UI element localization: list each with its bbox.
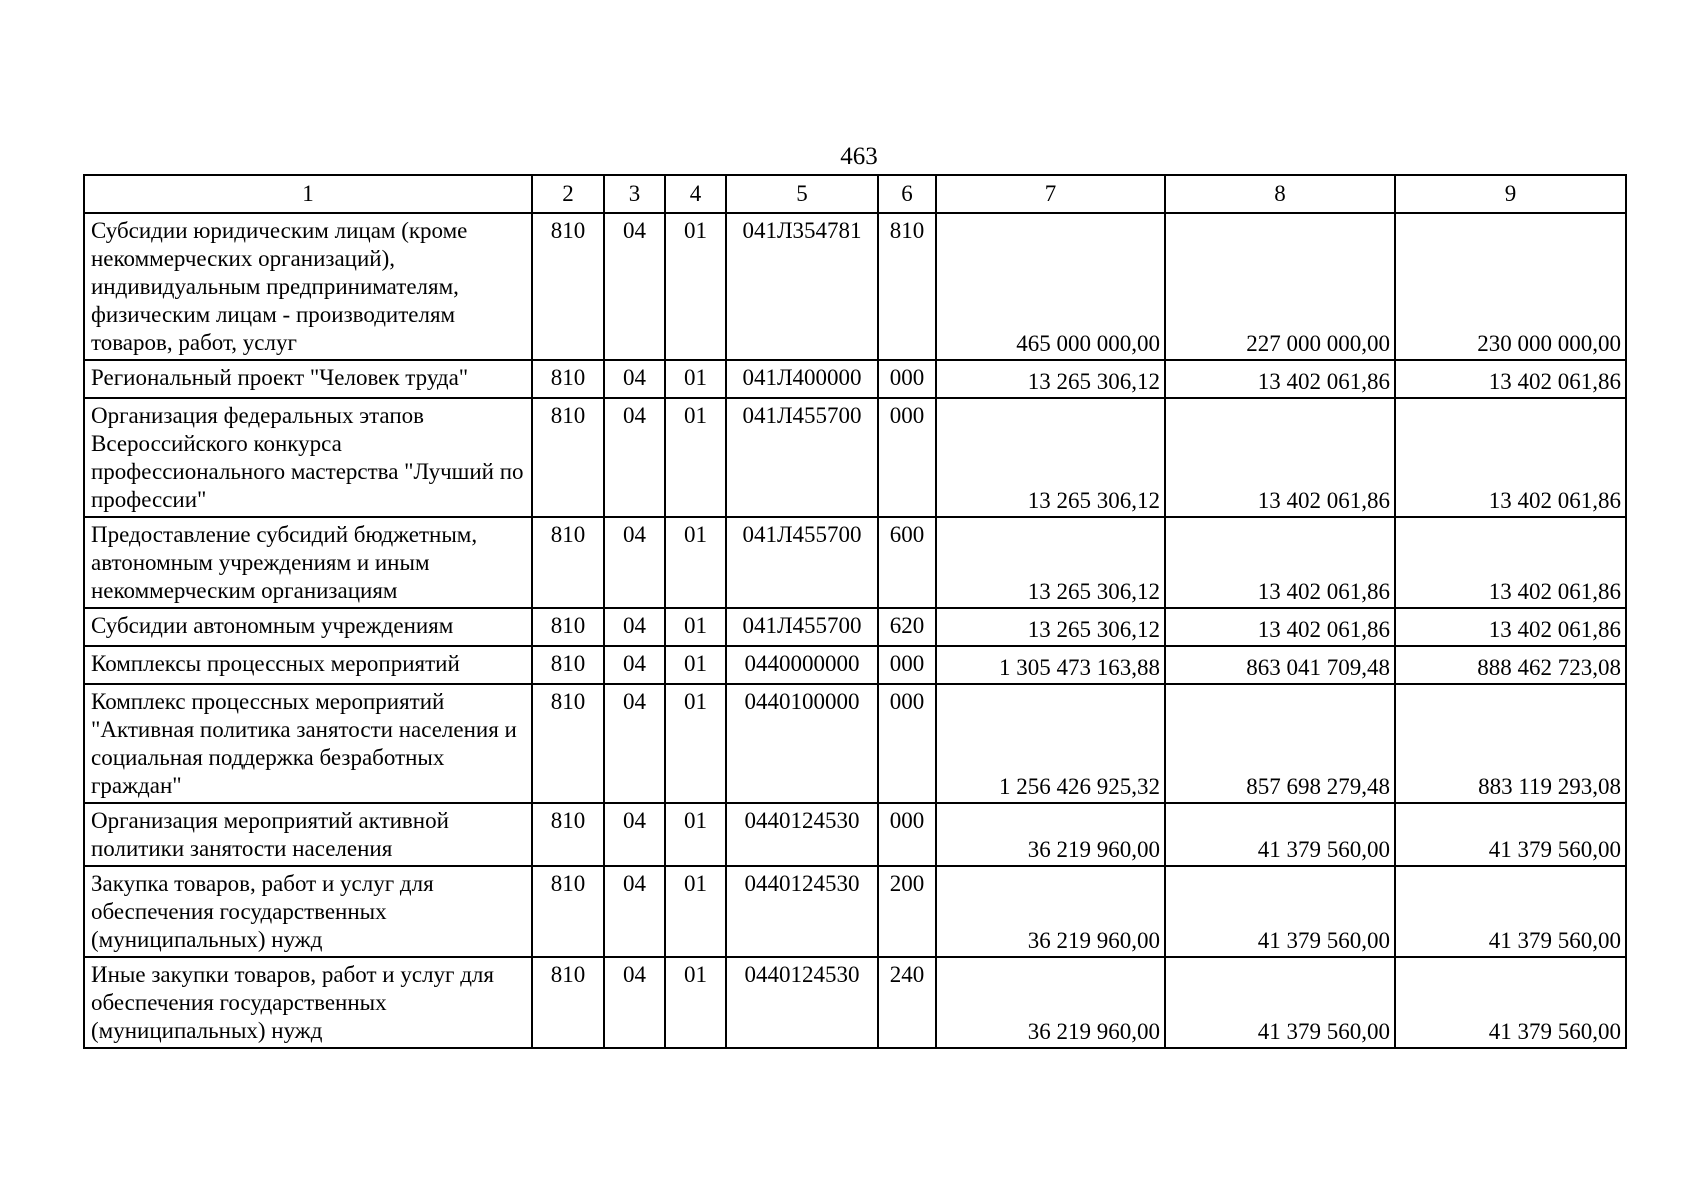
cell-col8: 863 041 709,48 <box>1165 646 1395 684</box>
cell-col5: 041Л400000 <box>726 360 878 398</box>
cell-col6: 810 <box>878 213 936 360</box>
row-name: Комплекс процессных мероприятий "Активная политика занятости населения и социальная поддержка безработных граждан" <box>84 684 532 803</box>
cell-col5: 0440124530 <box>726 866 878 957</box>
table-row <box>84 957 1626 1048</box>
cell-col3: 04 <box>604 957 665 1048</box>
table-row <box>84 213 1626 360</box>
row-name: Субсидии юридическим лицам (кроме некоммерческих организаций), индивидуальным предпринимателям, физическим лицам - производителям товаров, работ, услуг <box>84 213 532 360</box>
cell-col5: 0440100000 <box>726 684 878 803</box>
cell-col9: 13 402 061,86 <box>1395 398 1626 517</box>
table-row <box>84 608 1626 646</box>
cell-col3: 04 <box>604 517 665 608</box>
cell-col6: 200 <box>878 866 936 957</box>
cell-col5: 041Л354781 <box>726 213 878 360</box>
cell-col2: 810 <box>532 803 604 866</box>
cell-col6: 240 <box>878 957 936 1048</box>
cell-col6: 000 <box>878 684 936 803</box>
cell-col7: 13 265 306,12 <box>936 360 1165 398</box>
cell-col4: 01 <box>665 803 726 866</box>
cell-col6: 620 <box>878 608 936 646</box>
row-name: Закупка товаров, работ и услуг для обеспечения государственных (муниципальных) нужд <box>84 866 532 957</box>
table-row <box>84 360 1626 398</box>
cell-col4: 01 <box>665 213 726 360</box>
cell-col7: 465 000 000,00 <box>936 213 1165 360</box>
cell-col2: 810 <box>532 646 604 684</box>
cell-col8: 13 402 061,86 <box>1165 360 1395 398</box>
cell-col2: 810 <box>532 866 604 957</box>
cell-col4: 01 <box>665 360 726 398</box>
row-name: Региональный проект "Человек труда" <box>84 360 532 398</box>
cell-col3: 04 <box>604 360 665 398</box>
cell-col5: 0440000000 <box>726 646 878 684</box>
cell-col2: 810 <box>532 517 604 608</box>
cell-col7: 1 256 426 925,32 <box>936 684 1165 803</box>
row-name: Иные закупки товаров, работ и услуг для обеспечения государственных (муниципальных) нужд <box>84 957 532 1048</box>
cell-col4: 01 <box>665 866 726 957</box>
cell-col7: 36 219 960,00 <box>936 957 1165 1048</box>
column-header: 8 <box>1165 175 1395 213</box>
cell-col7: 36 219 960,00 <box>936 803 1165 866</box>
cell-col5: 041Л455700 <box>726 517 878 608</box>
cell-col5: 0440124530 <box>726 957 878 1048</box>
cell-col2: 810 <box>532 360 604 398</box>
cell-col8: 857 698 279,48 <box>1165 684 1395 803</box>
cell-col9: 13 402 061,86 <box>1395 517 1626 608</box>
row-name: Организация федеральных этапов Всероссийского конкурса профессионального мастерства "Лучший по профессии" <box>84 398 532 517</box>
cell-col7: 13 265 306,12 <box>936 517 1165 608</box>
cell-col9: 41 379 560,00 <box>1395 866 1626 957</box>
cell-col8: 227 000 000,00 <box>1165 213 1395 360</box>
cell-col3: 04 <box>604 803 665 866</box>
cell-col9: 230 000 000,00 <box>1395 213 1626 360</box>
row-name: Организация мероприятий активной политики занятости населения <box>84 803 532 866</box>
column-header: 2 <box>532 175 604 213</box>
cell-col8: 13 402 061,86 <box>1165 517 1395 608</box>
table-row <box>84 517 1626 608</box>
table-row <box>84 684 1626 803</box>
cell-col7: 1 305 473 163,88 <box>936 646 1165 684</box>
cell-col7: 36 219 960,00 <box>936 866 1165 957</box>
table-row <box>84 646 1626 684</box>
budget-table <box>83 174 1627 1049</box>
cell-col2: 810 <box>532 213 604 360</box>
cell-col5: 041Л455700 <box>726 398 878 517</box>
table-row <box>84 803 1626 866</box>
cell-col4: 01 <box>665 646 726 684</box>
cell-col4: 01 <box>665 684 726 803</box>
cell-col3: 04 <box>604 608 665 646</box>
column-header: 7 <box>936 175 1165 213</box>
cell-col2: 810 <box>532 608 604 646</box>
column-header: 6 <box>878 175 936 213</box>
cell-col5: 0440124530 <box>726 803 878 866</box>
cell-col9: 888 462 723,08 <box>1395 646 1626 684</box>
cell-col6: 000 <box>878 803 936 866</box>
cell-col8: 41 379 560,00 <box>1165 957 1395 1048</box>
cell-col8: 41 379 560,00 <box>1165 803 1395 866</box>
table-header-row <box>84 175 1626 213</box>
cell-col6: 000 <box>878 646 936 684</box>
column-header: 3 <box>604 175 665 213</box>
cell-col6: 600 <box>878 517 936 608</box>
cell-col9: 13 402 061,86 <box>1395 360 1626 398</box>
cell-col5: 041Л455700 <box>726 608 878 646</box>
page-number: 463 <box>840 143 878 170</box>
cell-col8: 13 402 061,86 <box>1165 608 1395 646</box>
cell-col4: 01 <box>665 517 726 608</box>
cell-col2: 810 <box>532 957 604 1048</box>
cell-col9: 41 379 560,00 <box>1395 957 1626 1048</box>
cell-col8: 41 379 560,00 <box>1165 866 1395 957</box>
cell-col9: 883 119 293,08 <box>1395 684 1626 803</box>
row-name: Субсидии автономным учреждениям <box>84 608 532 646</box>
row-name: Предоставление субсидий бюджетным, автономным учреждениям и иным некоммерческим организациям <box>84 517 532 608</box>
cell-col6: 000 <box>878 360 936 398</box>
cell-col3: 04 <box>604 684 665 803</box>
column-header: 1 <box>84 175 532 213</box>
cell-col7: 13 265 306,12 <box>936 398 1165 517</box>
cell-col8: 13 402 061,86 <box>1165 398 1395 517</box>
cell-col3: 04 <box>604 398 665 517</box>
cell-col9: 41 379 560,00 <box>1395 803 1626 866</box>
column-header: 5 <box>726 175 878 213</box>
table-row <box>84 398 1626 517</box>
cell-col3: 04 <box>604 866 665 957</box>
cell-col2: 810 <box>532 684 604 803</box>
cell-col4: 01 <box>665 398 726 517</box>
column-header: 4 <box>665 175 726 213</box>
cell-col9: 13 402 061,86 <box>1395 608 1626 646</box>
cell-col2: 810 <box>532 398 604 517</box>
cell-col3: 04 <box>604 646 665 684</box>
row-name: Комплексы процессных мероприятий <box>84 646 532 684</box>
cell-col6: 000 <box>878 398 936 517</box>
column-header: 9 <box>1395 175 1626 213</box>
cell-col4: 01 <box>665 608 726 646</box>
cell-col4: 01 <box>665 957 726 1048</box>
cell-col3: 04 <box>604 213 665 360</box>
cell-col7: 13 265 306,12 <box>936 608 1165 646</box>
table-row <box>84 866 1626 957</box>
